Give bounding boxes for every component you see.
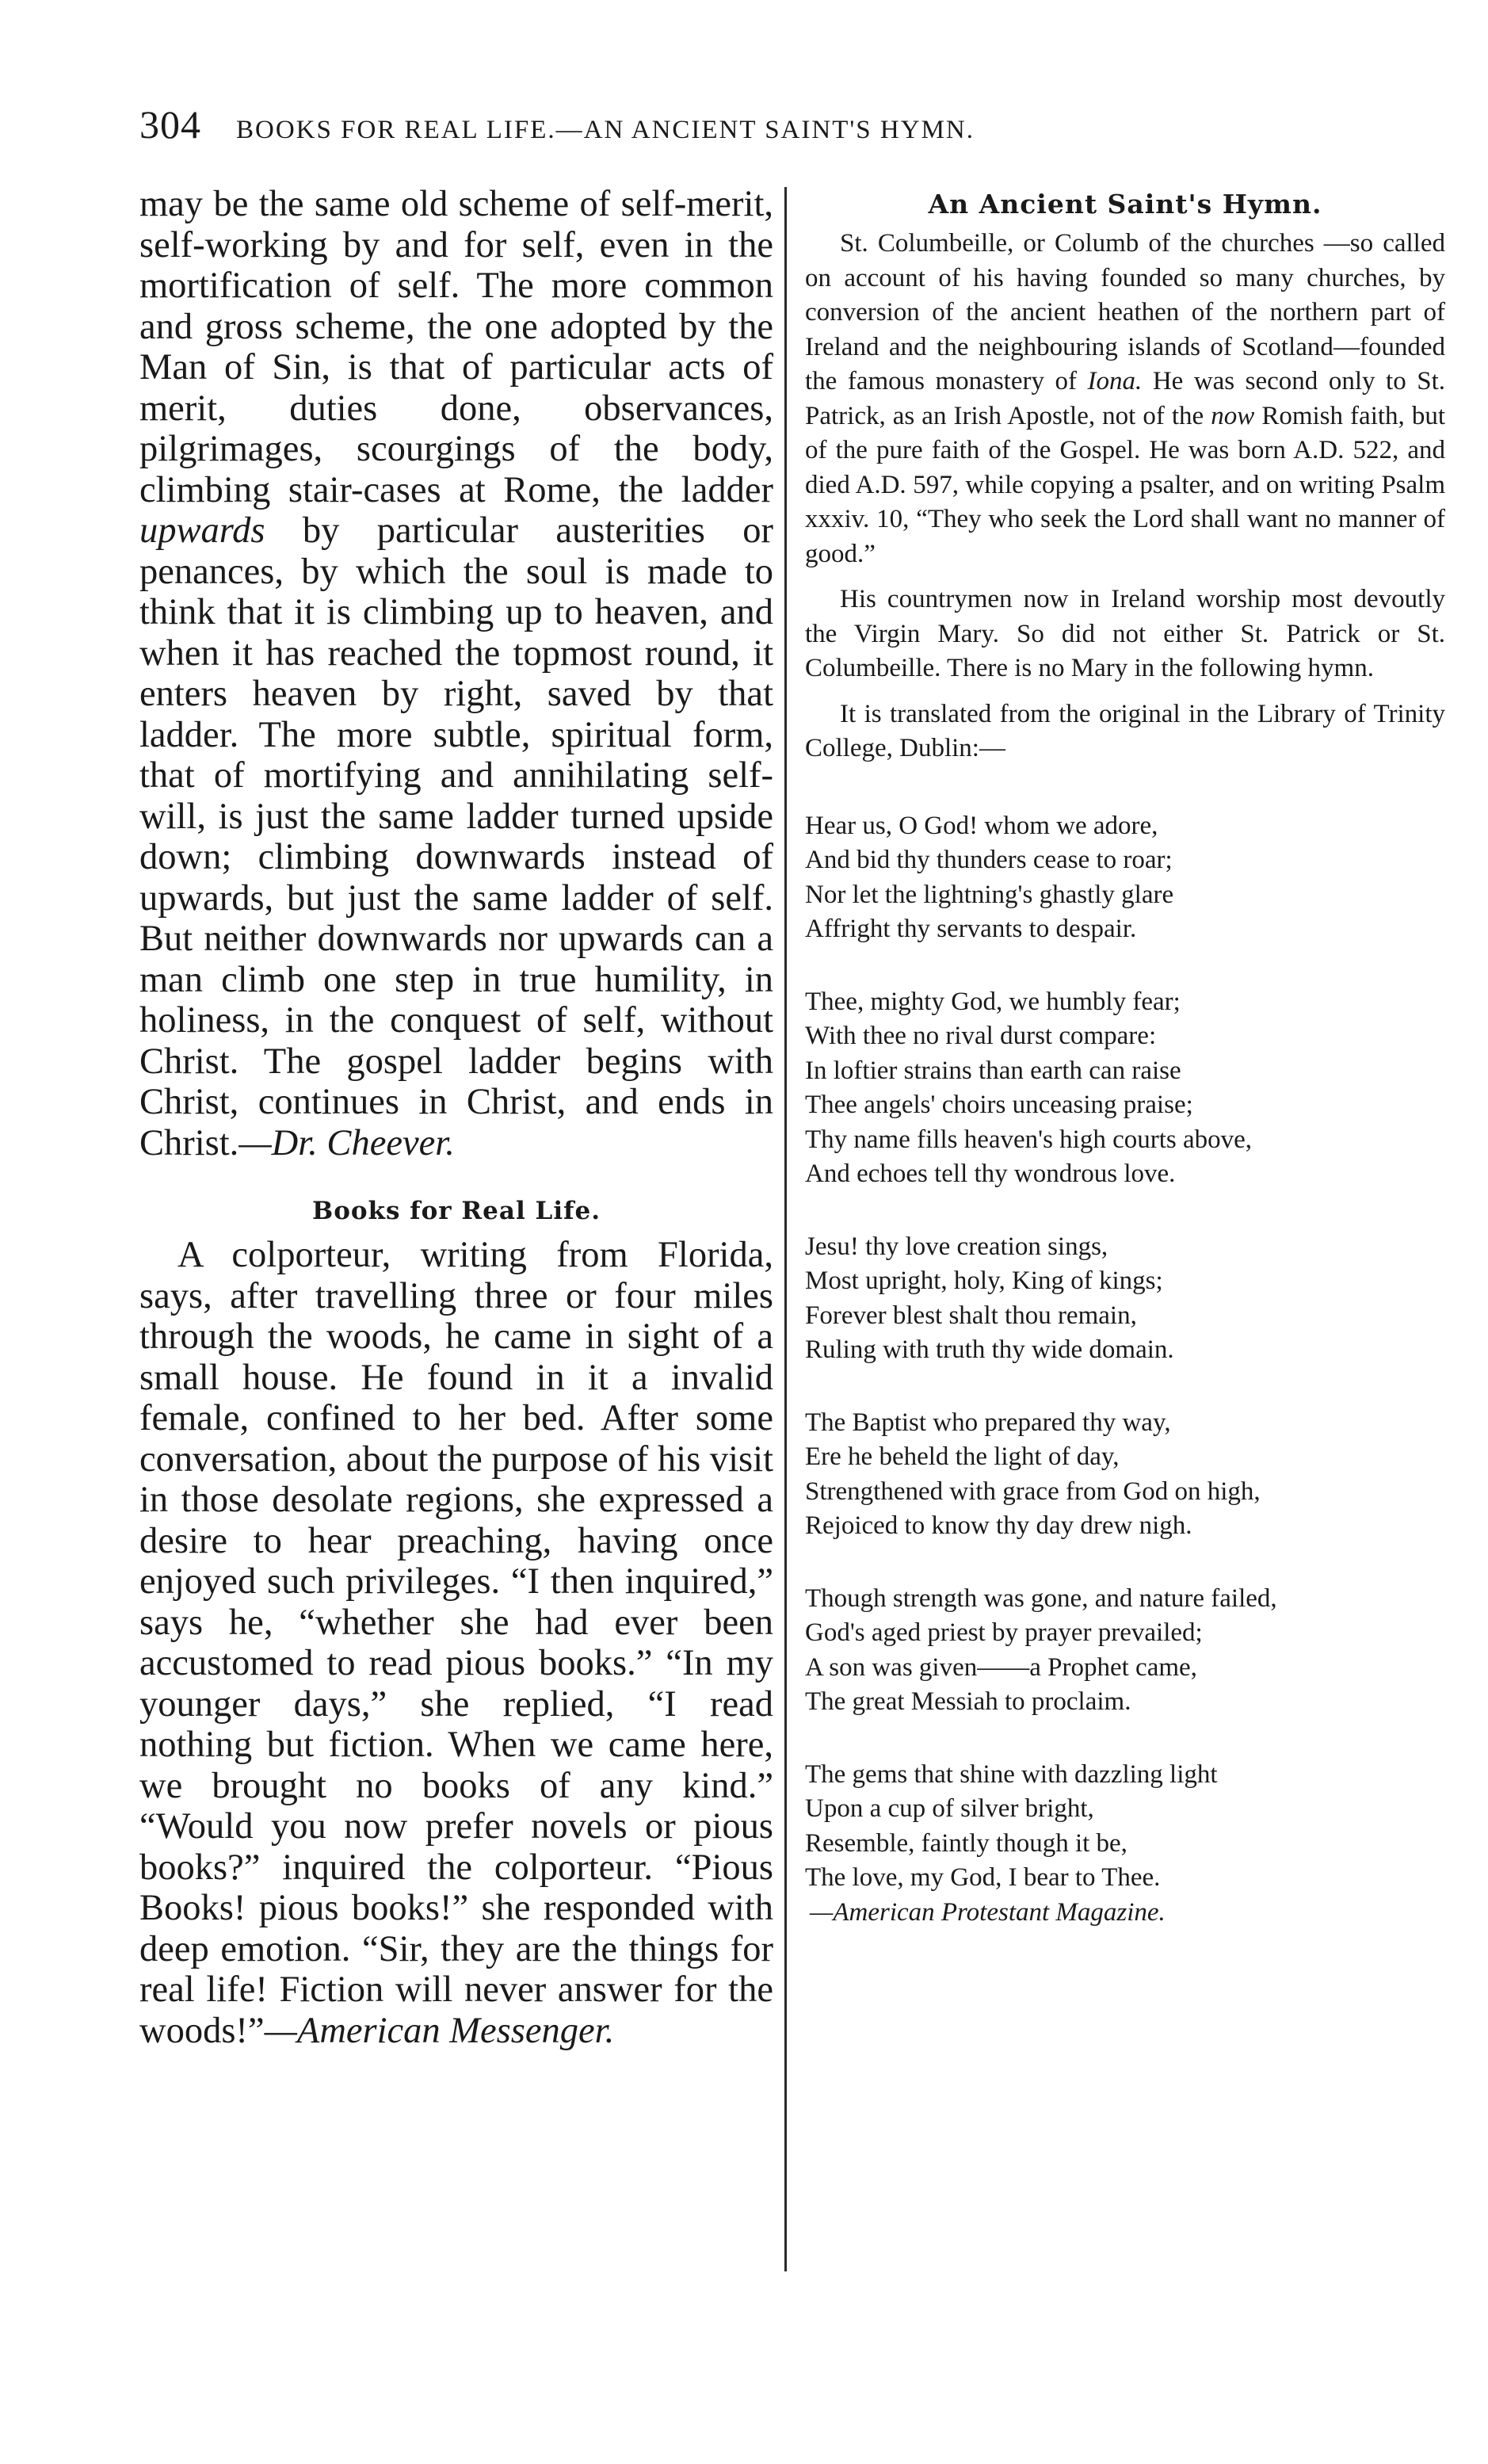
hymn-line: God's aged priest by prayer prevailed; xyxy=(805,1618,1203,1647)
hymn-intro-paragraph-1 xyxy=(805,227,1445,571)
hymn-stanza xyxy=(805,1758,1445,1896)
continued-text-2: by particular austerities or penances, by which the soul is made to think that it is climbing up to heaven, and when it has reached the topmost round, it enters heaven by right, saved by that ladder. The more subtle, spiritual form, that of mortifying and annihilating self-will, is just the same ladder turned upside down; climbing downwards instead of upwards, but just the same ladder of self. But neither downwards nor upwards can a man climb one step in true humility, in holiness, in the conquest of self, without Christ. The gospel ladder begins with Christ, continues in Christ, and ends in Christ. xyxy=(139,510,773,1163)
continued-italic: upwards xyxy=(139,510,265,551)
hymn-stanza xyxy=(805,1406,1445,1544)
hymn-line: Upon a cup of silver bright, xyxy=(805,1794,1094,1823)
hymn-line: Ere he beheld the light of day, xyxy=(805,1442,1120,1471)
para1-text-c: Romish faith, but of the pure faith of the Gospel. He was born A.D. 522, and died A.D. 597, while copying a psalter, and on writing Psalm xxxiv. 10, “They who seek the Lord shall want no manner of good.” xyxy=(805,401,1445,568)
hymn-line: Nor let the lightning's ghastly glare xyxy=(805,880,1174,909)
page-number: 304 xyxy=(139,102,201,147)
hymn-line: And bid thy thunders cease to roar; xyxy=(805,846,1173,874)
hymn-intro-paragraph-2: His countrymen now in Ireland worship most devoutly the Virgin Mary. So did not either St. Patrick or St. Columbeille. There is no Mary in the following hymn. xyxy=(805,585,1445,682)
hymn-line: Though strength was gone, and nature failed, xyxy=(805,1583,1277,1613)
hymn-line: Ruling with truth thy wide domain. xyxy=(805,1335,1174,1364)
hymn-line: Strengthened with grace from God on high, xyxy=(805,1476,1261,1506)
continued-text: may be the same old scheme of self-merit, self-working by and for self, even in the mortification of self. The more common and gross scheme, the one adopted by the Man of Sin, is that of particular acts of merit, duties done, observances, pilgrimages, scourgings of the body, climbing stair-cases at Rome, the ladder xyxy=(139,184,773,510)
right-column xyxy=(805,187,1445,1930)
hymn-line: Most upright, holy, King of kings; xyxy=(805,1266,1163,1295)
books-for-real-life-heading: Books for Real Life. xyxy=(312,1197,601,1225)
para1-italic-iona: Iona. xyxy=(1087,367,1143,395)
hymn-line: The love, my God, I bear to Thee. xyxy=(805,1863,1161,1892)
running-title: BOOKS FOR REAL LIFE.—AN ANCIENT SAINT'S HYMN. xyxy=(236,116,975,144)
books-article-text: A colporteur, writing from Florida, says, after travelling three or four miles through the woods, he came in sight of a small house. He found in it a invalid female, confined to her bed. After some conversation, about the purpose of his visit in those desolate regions, she expressed a desire to hear preaching, having once enjoyed such privileges. “I then inquired,” says he, “whether she had ever been accustomed to read pious books.” “In my younger days,” she replied, “I read nothing but fiction. When we came here, we brought no books of any kind.” “Would you now prefer novels or pious books?” inquired the colporteur. “Pious Books! pious books!” she responded with deep emotion. “Sir, they are the things for real life! Fiction will never answer for the woods!” xyxy=(139,1235,773,2051)
hymn-stanza xyxy=(805,809,1445,947)
hymn-line: And echoes tell thy wondrous love. xyxy=(805,1159,1176,1188)
hymn-stanza xyxy=(805,1582,1445,1720)
hymn-stanza xyxy=(805,985,1445,1192)
hymn-line: Jesu! thy love creation sings, xyxy=(805,1232,1108,1261)
hymn-line: A son was given——a Prophet came, xyxy=(805,1652,1197,1682)
hymn-line: In loftier strains than earth can raise xyxy=(805,1056,1181,1085)
cheever-attribution: —Dr. Cheever. xyxy=(238,1122,455,1163)
hymn-line: Resemble, faintly though it be, xyxy=(805,1828,1127,1858)
column-divider xyxy=(784,187,787,2271)
books-article-paragraph xyxy=(139,1235,773,2051)
hymn-stanza xyxy=(805,1230,1445,1368)
para1-text-a: St. Columbeille, or Columb of the churches —so called on account of his having founded so many churches, by conversion of the ancient heathen of the northern part of Ireland and the neighbouring islands of Scotland—founded the famous monastery of xyxy=(805,229,1445,395)
hymn-line: Hear us, O God! whom we adore, xyxy=(805,811,1158,840)
hymn-line: The great Messiah to proclaim. xyxy=(805,1687,1131,1716)
running-head xyxy=(139,101,1312,149)
hymn-line: Rejoiced to know thy day drew nigh. xyxy=(805,1511,1192,1540)
para1-text-b: He was second only to St. Patrick, as an Irish Apostle, not of the xyxy=(805,367,1445,430)
ancient-saints-hymn-heading: An Ancient Saint's Hymn. xyxy=(928,189,1322,220)
hymn-line: Thee, mighty God, we humbly fear; xyxy=(805,987,1181,1016)
hymn-line: Forever blest shalt thou remain, xyxy=(805,1301,1137,1330)
hymn-line: The gems that shine with dazzling light xyxy=(805,1759,1218,1789)
para1-italic-now: now xyxy=(1211,401,1255,430)
hymn-line: Thee angels' choirs unceasing praise; xyxy=(805,1091,1193,1119)
hymn-line: With thee no rival durst compare: xyxy=(805,1022,1157,1050)
american-messenger-attribution: —American Messenger. xyxy=(264,2010,615,2051)
hymn-line: Affright thy servants to despair. xyxy=(805,915,1137,943)
continued-paragraph xyxy=(139,184,773,1163)
left-column xyxy=(139,184,773,2051)
american-protestant-magazine-attribution: —American Protestant Magazine. xyxy=(810,1897,1166,1927)
hymn-line: Thy name fills heaven's high courts above, xyxy=(805,1125,1253,1154)
hymn-intro-paragraph-3: It is translated from the original in the Library of Trinity College, Dublin:— xyxy=(805,699,1445,762)
hymn-stanzas xyxy=(805,809,1445,1896)
hymn-line: The Baptist who prepared thy way, xyxy=(805,1408,1171,1437)
